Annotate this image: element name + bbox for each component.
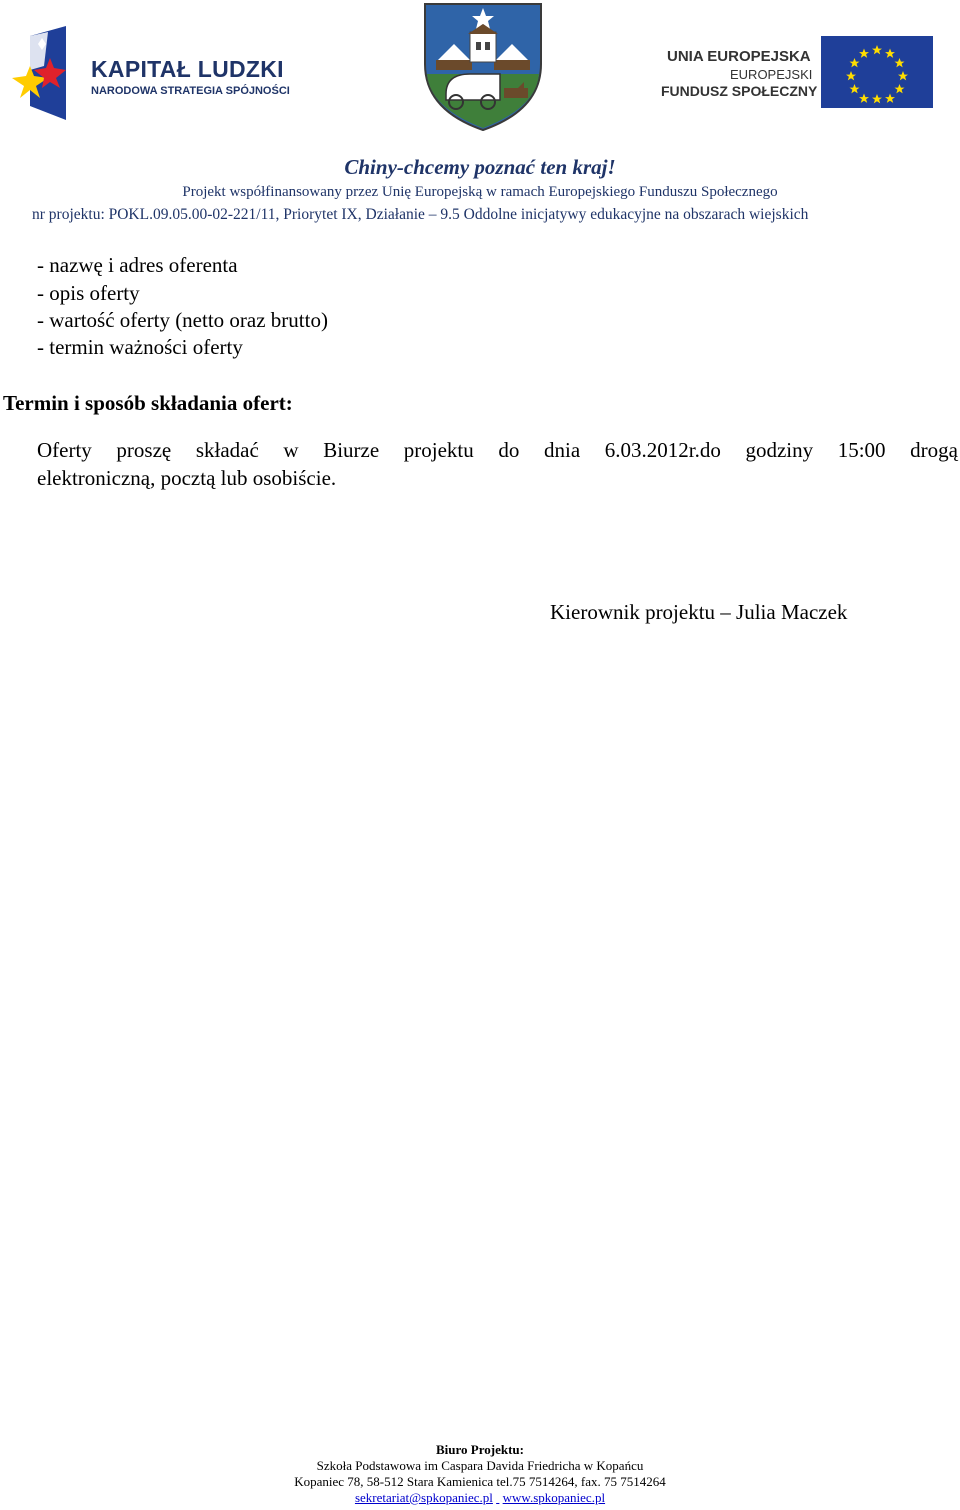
eu-flag-icon bbox=[821, 36, 933, 108]
list-item: - termin ważności oferty bbox=[37, 335, 243, 359]
signature: Kierownik projektu – Julia Maczek bbox=[550, 600, 848, 624]
paragraph-line-2: elektroniczną, pocztą lub osobiście. bbox=[37, 466, 337, 490]
municipal-crest bbox=[422, 2, 544, 132]
project-title: Chiny-chcemy poznać ten kraj! bbox=[344, 155, 616, 179]
eu-line-2: EUROPEJSKI bbox=[730, 67, 813, 82]
list-item: - nazwę i adres oferenta bbox=[37, 253, 238, 277]
website-link[interactable]: www.spkopaniec.pl bbox=[502, 1490, 606, 1505]
list-item: - opis oferty bbox=[37, 281, 140, 305]
kapital-ludzki-title: KAPITAŁ LUDZKI bbox=[91, 56, 284, 82]
list-item: - wartość oferty (netto oraz brutto) bbox=[37, 308, 328, 332]
submission-paragraph bbox=[37, 436, 958, 492]
kapital-ludzki-emblem-icon bbox=[8, 26, 78, 122]
kapital-ludzki-logo bbox=[8, 26, 303, 122]
eu-line-1: UNIA EUROPEJSKA bbox=[667, 48, 811, 65]
section-heading: Termin i sposób składania ofert: bbox=[3, 391, 293, 415]
project-number: nr projektu: POKL.09.05.00-02-221/11, Priorytet IX, Działanie – 9.5 Oddolne inicjatywy edukacyjne na obszarach wiejskich bbox=[32, 206, 809, 223]
footer-address: Kopaniec 78, 58-512 Stara Kamienica tel.75 7514264, fax. 75 7514264 bbox=[294, 1474, 666, 1489]
email-link[interactable]: sekretariat@spkopaniec.pl bbox=[354, 1490, 493, 1505]
paragraph-line-1: Oferty proszę składać w Biurze projektu do dnia 6.03.2012r.do godziny 15:00 drogą bbox=[37, 438, 958, 462]
eu-logo bbox=[655, 36, 935, 112]
eu-line-3: FUNDUSZ SPOŁECZNY bbox=[661, 83, 818, 99]
funding-statement: Projekt współfinansowany przez Unię Europejską w ramach Europejskiego Funduszu Społecznego bbox=[182, 184, 778, 200]
footer-school: Szkoła Podstawowa im Caspara Davida Friedricha w Kopańcu bbox=[316, 1458, 644, 1473]
municipal-crest-icon bbox=[422, 2, 544, 132]
footer-title: Biuro Projektu: bbox=[436, 1442, 524, 1457]
footer-links bbox=[0, 1490, 960, 1506]
kapital-ludzki-subtitle: NARODOWA STRATEGIA SPÓJNOŚCI bbox=[91, 85, 290, 97]
